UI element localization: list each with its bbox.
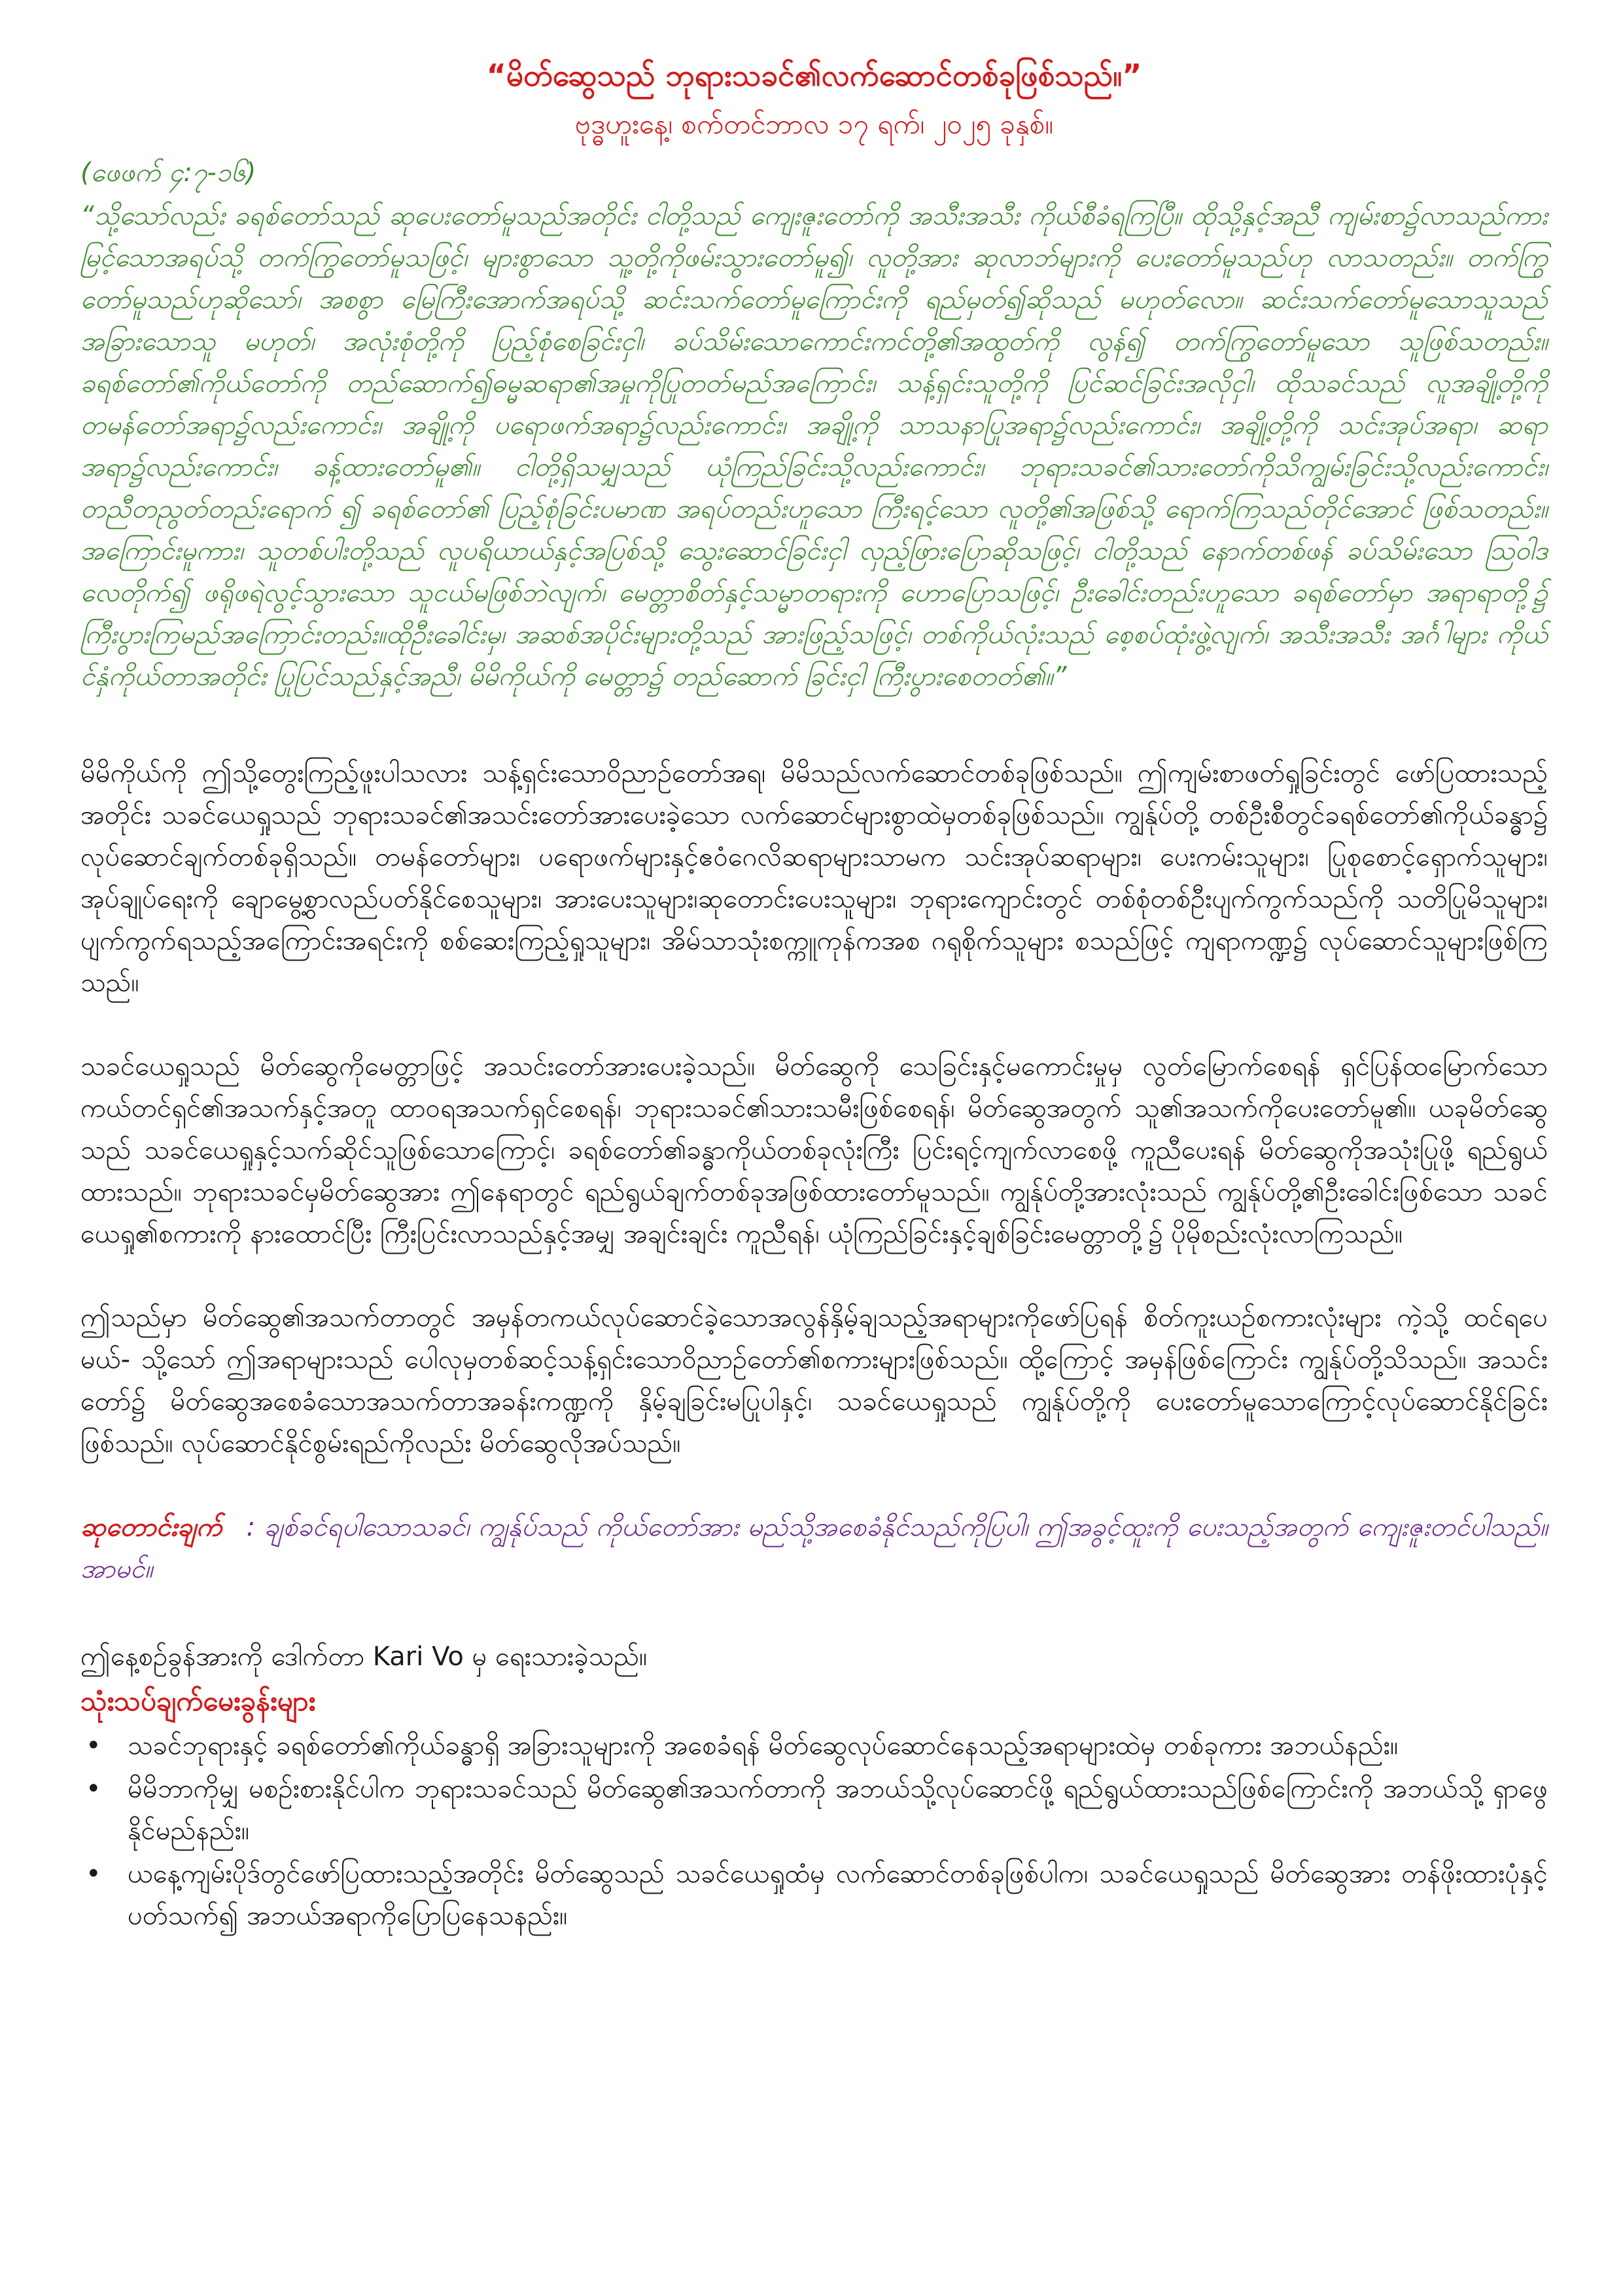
prayer <box>80 1506 1548 1590</box>
body-paragraph-2: သခင်ယေရှုသည် မိတ်ဆွေကိုမေတ္တာဖြင့် အသင်းတော်အားပေးခဲ့သည်။ မိတ်ဆွေကို သေခြင်းနှင့်မကောင်းမှုမှ လွတ်မြောက်စေရန် ရှင်ပြန်ထမြောက်သော ကယ်တင်ရှင်၏အသက်နှင့်အတူ ထာဝရအသက်ရှင်စေရန်၊ ဘုရားသခင်၏သားသမီးဖြစ်စေရန်၊ မိတ်ဆွေအတွက် သူ၏အသက်ကိုပေးတော်မူ၏။ ယခုမိတ်ဆွေသည် သခင်ယေရှုနှင့်သက်ဆိုင်သူဖြစ်သောကြောင့်၊ ခရစ်တော်၏ခန္ဓာကိုယ်တစ်ခုလုံးကြီး ပြင်းရင့်ကျက်လာစေဖို့ ကူညီပေးရန် မိတ်ဆွေကိုအသုံးပြုဖို့ ရည်ရွယ်ထားသည်။ ဘုရားသခင်မှမိတ်ဆွေအား ဤနေရာတွင် ရည်ရွယ်ချက်တစ်ခုအဖြစ်ထားတော်မူသည်။ ကျွန်ုပ်တို့အားလုံးသည် ကျွန်ုပ်တို့၏ဦးခေါင်းဖြစ်သော သခင်ယေရှု၏စကားကို နားထောင်ပြီး ကြီးပြင်းလာသည်နှင့်အမျှ အချင်းချင်း ကူညီရန်၊ ယုံကြည်ခြင်းနှင့်ချစ်ခြင်းမေတ္တာတို့၌ ပိုမိုစည်းလုံးလာကြသည်။ <box>80 1051 1548 1249</box>
body-paragraph-3: ဤသည်မှာ မိတ်ဆွေ၏အသက်တာတွင် အမှန်တကယ်လုပ်ဆောင်ခဲ့သောအလွန်နှိမ့်ချသည့်အရာများကိုဖော်ပြရန် စိတ်ကူးယဉ်စကားလုံးများ ကဲ့သို့ ထင်ရပေမယ်- သို့သော် ဤအရာများသည် ပေါလုမှတစ်ဆင့်သန့်ရှင်းသောဝိညာဉ်တော်၏စကားများဖြစ်သည်။ ထို့ကြောင့် အမှန်ဖြစ်ကြောင်း ကျွန်ုပ်တို့သိသည်။ အသင်းတော်၌ မိတ်ဆွေအစေခံသောအသက်တာအခန်းကဏ္ဍကို နှိမ့်ချခြင်းမပြုပါနှင့်၊ သခင်ယေရှုသည် ကျွန်ုပ်တို့ကို ပေးတော်မူသောကြောင့်လုပ်ဆောင်နိုင်ခြင်းဖြစ်သည်။ လုပ်ဆောင်နိုင်စွမ်းရည်ကိုလည်း မိတ်ဆွေလိုအပ်သည်။ <box>80 1303 1548 1458</box>
bullet-icon: • <box>86 1859 101 1889</box>
body-paragraph-1: မိမိကိုယ်ကို ဤသို့တွေးကြည့်ဖူးပါသလား သန့်ရှင်းသောဝိညာဉ်တော်အရ၊ မိမိသည်လက်ဆောင်တစ်ခုဖြစ်သည်။ ဤကျမ်းစာဖတ်ရှုခြင်းတွင် ဖော်ပြထားသည့်အတိုင်း သခင်ယေရှုသည် ဘုရားသခင်၏အသင်းတော်အားပေးခဲ့သော လက်ဆောင်များစွာထဲမှတစ်ခုဖြစ်သည်။ ကျွန်ုပ်တို့ တစ်ဦးစီတွင်ခရစ်တော်၏ကိုယ်ခန္ဓာ၌ လုပ်ဆောင်ချက်တစ်ခုရှိသည်။ တမန်တော်များ၊ ပရောဖက်များနှင့်ဧဝံဂေလိဆရာများသာမက သင်းအုပ်ဆရာများ၊ ပေးကမ်းသူများ၊ ပြုစုစောင့်ရှောက်သူများ၊ အုပ်ချုပ်ရေးကို ချောမွေ့စွာလည်ပတ်နိုင်စေသူများ၊ အားပေးသူများ၊ဆုတောင်းပေးသူများ၊ ဘုရားကျောင်းတွင် တစ်စုံတစ်ဦးပျက်ကွက်သည်ကို သတိပြုမိသူများ၊ ပျက်ကွက်ရသည့်အကြောင်းအရင်းကို စစ်ဆေးကြည့်ရှုသူများ၊ အိမ်သာသုံးစက္ကူကုန်ကအစ ဂရုစိုက်သူများ စသည်ဖြင့် ကျရာကဏ္ဍ၌ လုပ်ဆောင်သူများဖြစ်ကြသည်။ <box>80 758 1548 998</box>
list-item <box>80 1853 1548 1937</box>
prayer-text: : ချစ်ခင်ရပါသောသခင်၊ ကျွန်ုပ်သည် ကိုယ်တော်အား မည်သို့အစေခံနိုင်သည်ကိုပြပါ၊ ဤအခွင့်ထူးကို ပေးသည့်အတွက် ကျေးဇူးတင်ပါသည်။ အာမင်။ <box>80 1512 1548 1584</box>
author-credit: ဤနေ့စဉ်ခွန်အားကို ဒေါက်တာ Kari Vo မှ ရေးသားခဲ့သည်။ <box>80 1642 648 1672</box>
question-text: မိမိဘာကိုမျှ မစဉ်းစားနိုင်ပါက ဘုရားသခင်သည် မိတ်ဆွေ၏အသက်တာကို အဘယ်သို့လုပ်ဆောင်ဖို့ ရည်ရွယ်ထားသည်ဖြစ်ကြောင်းကို အဘယ်သို့ ရှာဖွေနိုင်မည်နည်း။ <box>128 1774 1548 1846</box>
questions-heading: သုံးသပ်ချက်မေးခွန်းများ <box>80 1685 316 1717</box>
questions-list <box>80 1725 1548 1937</box>
list-item <box>80 1725 1548 1767</box>
scripture-reference: (ဖေဖက် ၄:၇-၁၆) <box>80 158 256 188</box>
question-text: ယနေ့ကျမ်းပိုဒ်တွင်ဖော်ပြထားသည့်အတိုင်း မိတ်ဆွေသည် သခင်ယေရှုထံမှ လက်ဆောင်တစ်ခုဖြစ်ပါက၊ သခင်ယေရှုသည် မိတ်ဆွေအား တန်ဖိုးထားပုံနှင့်ပတ်သက်၍ အဘယ်အရာကိုပြောပြနေသနည်း။ <box>128 1859 1548 1931</box>
question-text: သခင်ဘုရားနှင့် ခရစ်တော်၏ကိုယ်ခန္ဓာရှိ အခြားသူများကို အစေခံရန် မိတ်ဆွေလုပ်ဆောင်နေသည့်အရာများထဲမှ တစ်ခုကား အဘယ်နည်း။ <box>128 1731 1399 1761</box>
bullet-icon: • <box>86 1731 101 1761</box>
scripture-text: “သို့သော်လည်း ခရစ်တော်သည် ဆုပေးတော်မူသည်အတိုင်း ငါတို့သည် ကျေးဇူးတော်ကို အသီးအသီး ကိုယ်စီခံရကြပြီ။ ထိုသို့နှင့်အညီ ကျမ်းစာ၌လာသည်ကားမြင့်သောအရပ်သို့ တက်ကြွတော်မူသဖြင့်၊ များစွာသော သူ့တို့ကိုဖမ်းသွားတော်မူ၍၊ လူတို့အား ဆုလာဘ်များကို ပေးတော်မူသည်ဟု လာသတည်း။ တက်ကြွတော်မူသည်ဟုဆိုသော်၊ အစစွာ မြေကြီးအောက်အရပ်သို့ ဆင်းသက်တော်မူကြောင်းကို ရည်မှတ်၍ဆိုသည် မဟုတ်လော။ ဆင်းသက်တော်မူသောသူသည် အခြားသောသူ မဟုတ်၊ အလုံးစုံတို့ကို ပြည့်စုံစေခြင်းငှါ၊ ခပ်သိမ်းသောကောင်းကင်တို့၏အထွတ်ကို လွန်၍ တက်ကြွတော်မူသော သူဖြစ်သတည်း။ ခရစ်တော်၏ကိုယ်တော်ကို တည်ဆောက်၍ဓမ္မဆရာ၏အမှုကိုပြုတတ်မည်အကြောင်း၊ သန့်ရှင်းသူတို့ကို ပြင်ဆင်ခြင်းအလိုငှါ၊ ထိုသခင်သည် လူအချို့တို့ကို တမန်တော်အရာ၌လည်းကောင်း၊ အချို့ကို ပရောဖက်အရာ၌လည်းကောင်း၊ အချို့ကို သာသနာပြုအရာ၌လည်းကောင်း၊ အချို့တို့ကို သင်းအုပ်အရာ၊ ဆရာအရာ၌လည်းကောင်း၊ ခန့်ထားတော်မူ၏။ ငါတို့ရှိသမျှသည် ယုံကြည်ခြင်းသို့လည်းကောင်း၊ ဘုရားသခင်၏သားတော်ကိုသိကျွမ်းခြင်းသို့လည်းကောင်း၊ တညီတညွတ်တည်းရောက် ၍ ခရစ်တော်၏ ပြည့်စုံခြင်းပမာဏ အရပ်တည်းဟူသော ကြီးရင့်သော လူတို့၏အဖြစ်သို့ ရောက်ကြသည်တိုင်အောင် ဖြစ်သတည်း။ အကြောင်းမူကား၊ သူတစ်ပါးတို့သည် လူပရိယာယ်နှင့်အပြစ်သို့ သွေးဆောင်ခြင်းငှါ လှည့်ဖြားပြောဆိုသဖြင့်၊ ငါတို့သည် နောက်တစ်ဖန် ခပ်သိမ်းသော ဩဝါဒ လေတိုက်၍ ဖရိုဖရဲလွင့်သွားသော သူငယ်မဖြစ်ဘဲလျက်၊ မေတ္တာစိတ်နှင့်သမ္မာတရားကို ဟောပြောသဖြင့်၊ ဦးခေါင်းတည်းဟူသော ခရစ်တော်မှာ အရာရာတို့၌ ကြီးပွားကြမည်အကြောင်းတည်း။ထိုဦးခေါင်းမှ၊ အဆစ်အပိုင်းများတို့သည် အားဖြည့်သဖြင့်၊ တစ်ကိုယ်လုံးသည် စေ့စပ်ထုံးဖွဲ့လျက်၊ အသီးအသီး အင်္ဂါများ ကိုယ်င်နှံကိုယ်တာအတိုင်း ပြုပြင်သည်နှင့်အညီ၊ မိမိကိုယ်ကို မေတ္တာ၌ တည်ဆောက် ခြင်းငှါ ကြီးပွားစေတတ်၏။” <box>80 201 1548 692</box>
list-item <box>80 1768 1548 1852</box>
prayer-label: ဆုတောင်းချက် <box>80 1512 222 1542</box>
bullet-icon: • <box>86 1774 101 1804</box>
page-title: “မိတ်ဆွေသည် ဘုရားသခင်၏လက်ဆောင်တစ်ခုဖြစ်သည်။” <box>486 58 1142 93</box>
date-line: ဗုဒ္ဓဟူးနေ့၊ စက်တင်ဘာလ ၁၇ ရက်၊ ၂၀၂၅ ခုနှစ်။ <box>575 108 1053 140</box>
